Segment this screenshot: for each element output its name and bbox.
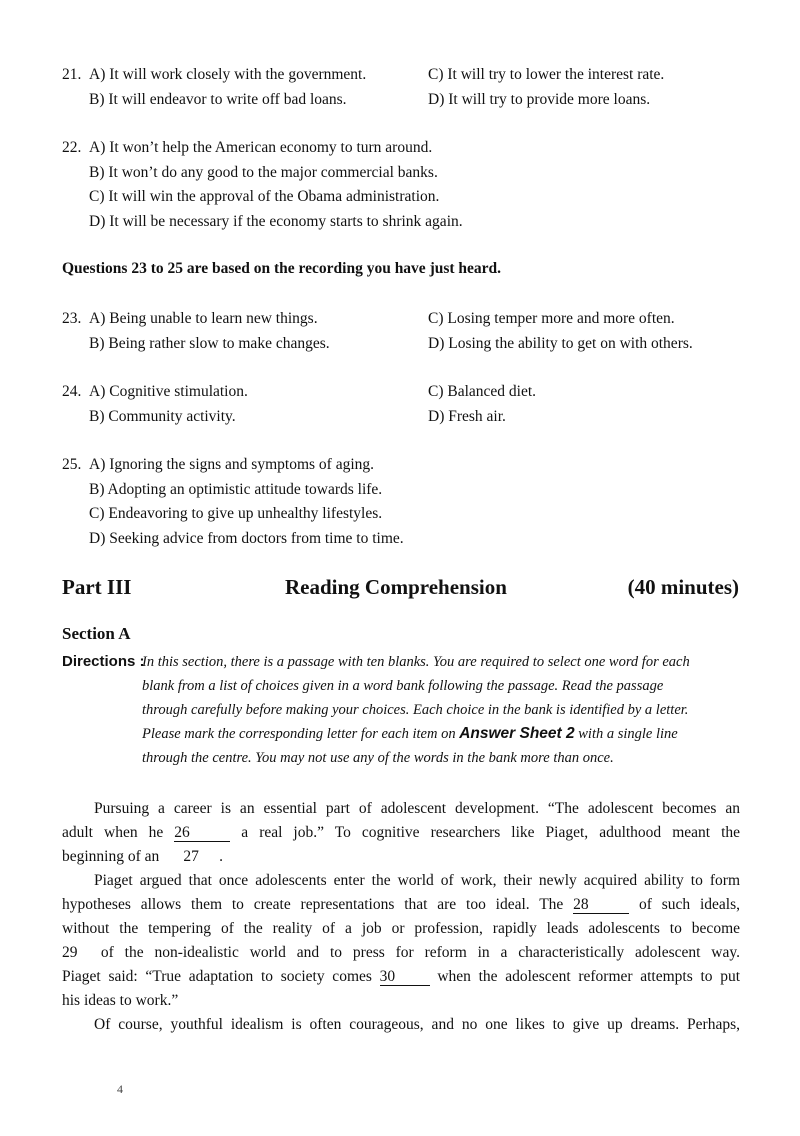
passage-line [62,893,740,917]
option-a: A) It will work closely with the government. [89,66,367,83]
directions-label: Directions : [62,653,145,670]
part-time: (40 minutes) [627,575,739,599]
passage-line: Piaget argued that once adolescents enter the world of work, their newly acquired ability to form [94,872,740,889]
option-b: B) It won’t do any good to the major commercial banks. [89,163,438,181]
passage-line [62,965,740,989]
option-d: D) It will be necessary if the economy starts to shrink again. [89,212,463,230]
option-b: B) Community activity. [89,407,236,425]
passage-line: Pursuing a career is an essential part of adolescent development. “The adolescent becomes an [94,800,740,817]
option-a: A) Being unable to learn new things. [89,310,318,327]
passage-line: his ideas to work.” [62,992,179,1009]
passage-text: a real job.” To cognitive researchers like Piaget, adulthood meant the [241,824,741,841]
option-b: B) Adopting an optimistic attitude towards life. [89,480,383,498]
directions-line: blank from a list of choices given in a word bank following the passage. Read the passage [142,678,664,694]
passage-line: Of course, youthful idealism is often courageous, and no one likes to give up dreams. Perhaps, [94,1016,740,1033]
page-number: 4 [117,1082,123,1096]
passage-line: without the tempering of the reality of a job or profession, rapidly leads adolescents to become [62,920,740,937]
passage-text: hypotheses allows them to create representations that are too ideal. The [62,896,564,913]
directions-line: In this section, there is a passage with ten blanks. You are required to select one word for each [142,654,690,670]
option-b: B) Being rather slow to make changes. [89,334,330,352]
question-number: 21. [62,66,82,83]
question-number: 22. [62,139,82,156]
directions-line: through carefully before making your choices. Each choice in the bank is identified by a letter. [142,702,689,718]
passage-line [62,941,740,965]
directions-line [142,722,678,746]
answer-sheet-label: Answer Sheet 2 [459,725,575,742]
blank-30: 30 [380,969,430,986]
option-d: D) Fresh air. [428,407,506,425]
passage-text: of such ideals, [639,896,741,913]
option-c: C) It will win the approval of the Obama administration. [89,188,440,205]
option-d: D) Seeking advice from doctors from time to time. [89,529,404,547]
blank-27: 27 [183,848,199,865]
passage-text: of the non-idealistic world and to press for reform in a characteristically adolescent way. [100,944,740,961]
option-c: C) It will try to lower the interest rate. [428,66,665,83]
directions-text: with a single line [578,726,678,742]
blank-28: 28 [573,897,629,914]
passage-text: . [219,848,224,865]
option-d: D) It will try to provide more loans. [428,90,651,108]
part-header [62,575,739,605]
questions-heading: Questions 23 to 25 are based on the recording you have just heard. [62,260,502,277]
option-c: C) Losing temper more and more often. [428,310,675,327]
question-number: 25. [62,456,82,473]
directions-text: Please mark the corresponding letter for each item on [142,726,456,742]
passage-text: Piaget said: “True adaptation to society comes [62,968,372,985]
passage-text: beginning of an [62,848,160,865]
part-title: Reading Comprehension [285,575,507,599]
passage-text: when the adolescent reformer attempts to put [437,968,741,985]
blank-26: 26 [174,825,230,842]
directions-line: through the centre. You may not use any of the words in the bank more than once. [142,750,614,766]
option-a: A) Cognitive stimulation. [89,383,248,400]
part-label: Part III [62,575,132,599]
section-title: Section A [62,624,131,643]
blank-29: 29 [62,944,78,961]
option-d: D) Losing the ability to get on with others. [428,334,693,352]
option-c: C) Endeavoring to give up unhealthy lifestyles. [89,505,383,522]
option-b: B) It will endeavor to write off bad loans. [89,90,347,108]
passage-line [62,821,740,845]
option-c: C) Balanced diet. [428,383,537,400]
passage-text: adult when he [62,824,164,841]
option-a: A) It won’t help the American economy to turn around. [89,139,433,156]
passage-line [62,845,740,869]
question-number: 23. [62,310,82,327]
passage [62,797,740,1037]
option-a: A) Ignoring the signs and symptoms of aging. [89,456,375,473]
question-number: 24. [62,383,82,400]
